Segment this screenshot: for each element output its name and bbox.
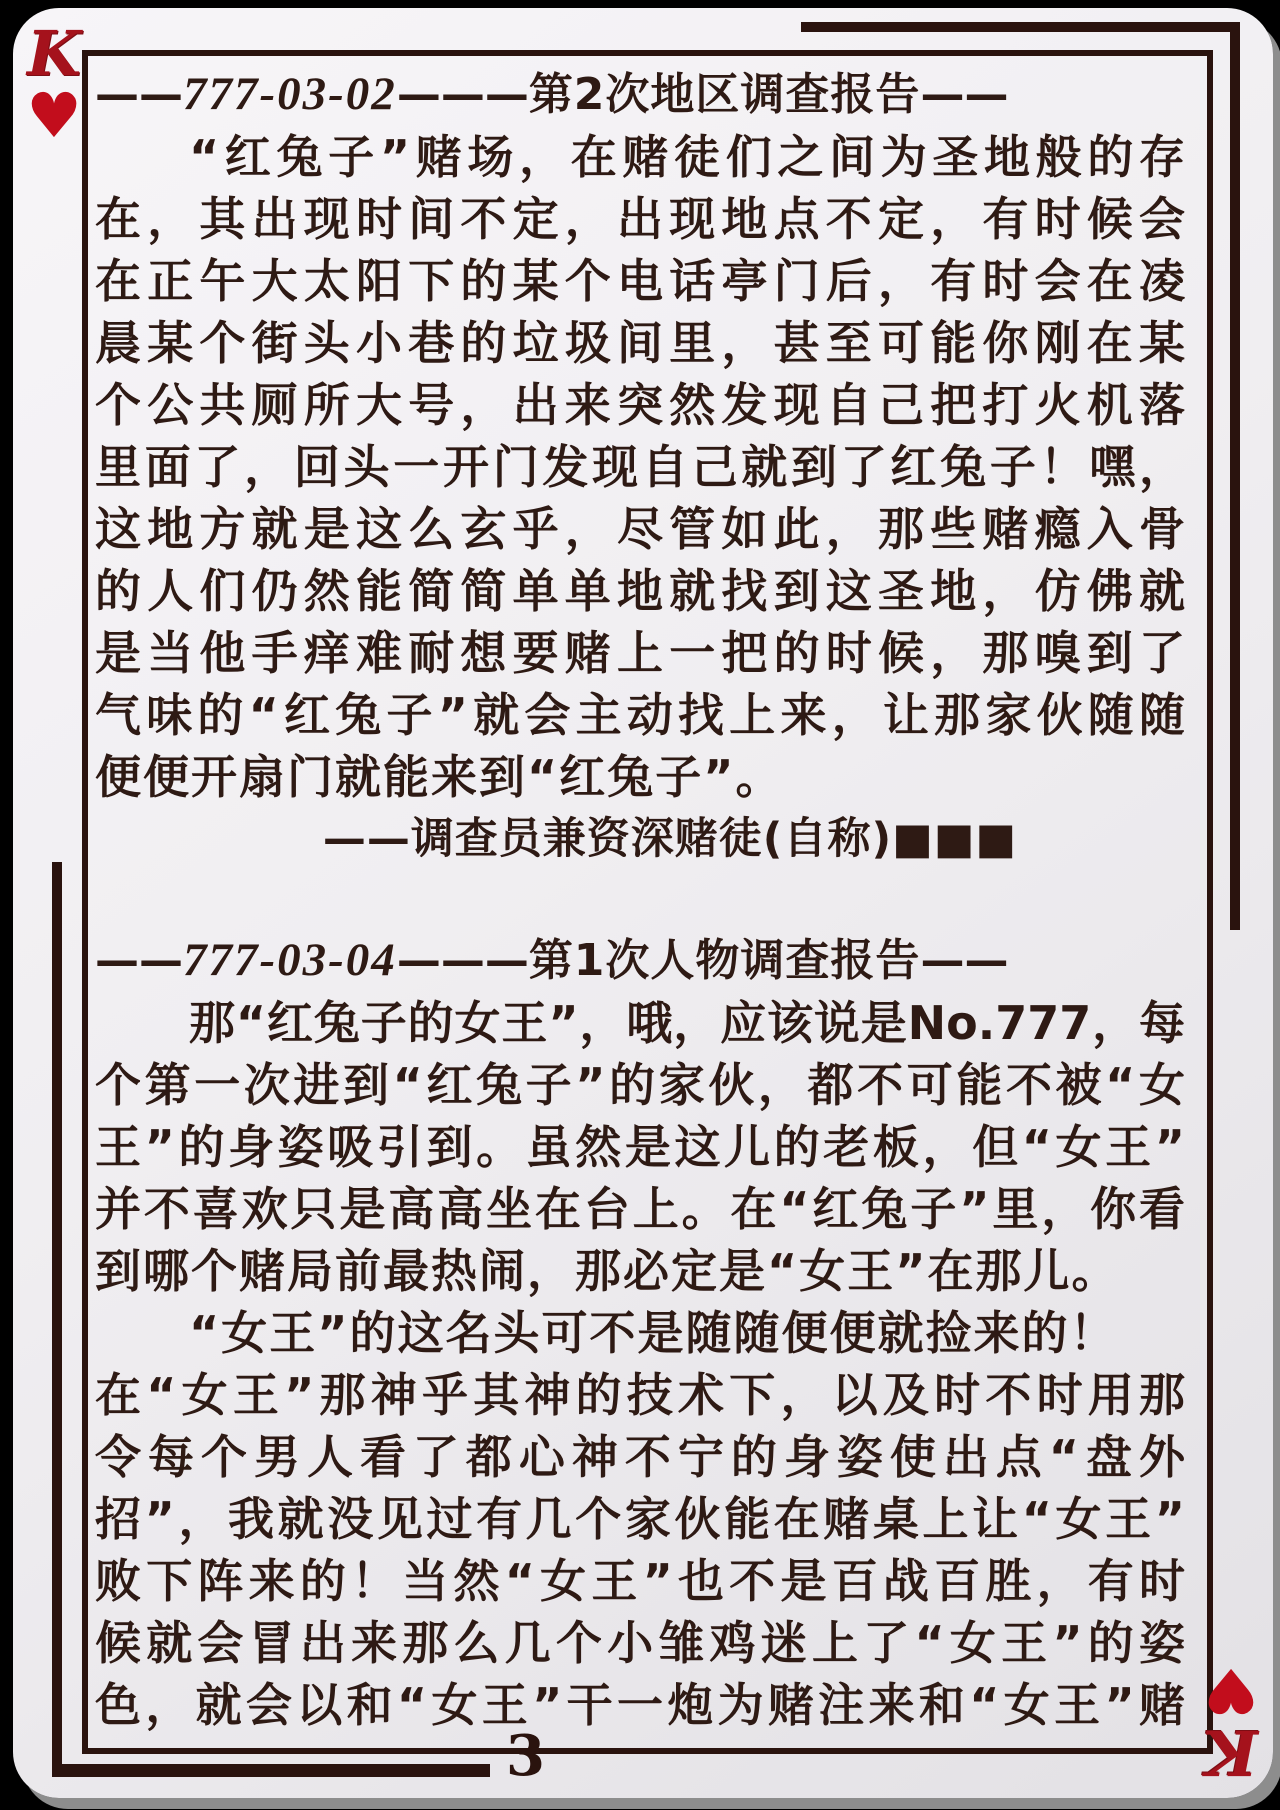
report-line: 王”的身姿吸引到。虽然是这儿的老板，但“女王” — [95, 1120, 1185, 1174]
card-rank-letter: K — [1204, 1716, 1258, 1789]
report-title: 第1次人物调查报告 — [528, 935, 921, 986]
report-line: 招”，我就没见过有几个家伙能在赌桌上让“女王” — [95, 1492, 1185, 1546]
header-dash: —— — [920, 935, 1009, 986]
report-attribution: ——调查员兼资深赌徒(自称)■■■ — [322, 814, 1017, 864]
heart-suit-icon: ♥ — [26, 79, 82, 152]
report-line: 这地方就是这么玄乎，尽管如此，那些赌瘾入骨 — [95, 502, 1185, 556]
header-dash: —— — [920, 69, 1009, 120]
decorative-line-right — [1230, 22, 1240, 930]
decorative-line-left — [52, 862, 62, 1774]
report-line: 的人们仍然能简简单单地就找到这圣地，仿佛就 — [95, 564, 1185, 618]
report-code: 777-03-02 — [183, 68, 397, 120]
header-dash: —— — [95, 69, 183, 120]
report-line: 在“女王”那神乎其神的技术下，以及时不时用那 — [95, 1368, 1185, 1422]
report-line: 个公共厕所大号，出来突然发现自己把打火机落 — [95, 378, 1185, 432]
page-content — [95, 62, 1185, 1742]
report-line: 里面了，回头一开门发现自己就到了红兔子！嘿， — [95, 440, 1185, 494]
heart-suit-icon: ♥ — [1203, 1654, 1259, 1727]
report-line: 晨某个街头小巷的垃圾间里，甚至可能你刚在某 — [95, 316, 1185, 370]
report-line: 色，就会以和“女王”干一炮为赌注来和“女王”赌 — [95, 1678, 1185, 1732]
report-line: 便便开扇门就能来到“红兔子”。 — [95, 750, 784, 804]
report-line: 是当他手痒难耐想要赌上一把的时候，那嗅到了 — [95, 626, 1185, 680]
card-corner-top-left — [22, 17, 86, 152]
report-line: “女王”的这名头可不是随随便便就捡来的！ — [189, 1306, 1118, 1360]
card-rank-letter: K — [27, 17, 81, 90]
report-code: 777-03-04 — [183, 934, 397, 986]
report-line: “红兔子”赌场，在赌徒们之间为圣地般的存 — [189, 130, 1185, 184]
header-dash: ——— — [396, 935, 529, 986]
report-title: 第2次地区调查报告 — [528, 69, 921, 120]
card-corner-bottom-right — [1199, 1654, 1263, 1789]
report-line: 到哪个赌局前最热闹，那必定是“女王”在那儿。 — [95, 1244, 1120, 1298]
page-number: 3 — [506, 1723, 545, 1789]
decorative-line-top — [801, 22, 1240, 32]
playing-card-page — [13, 8, 1273, 1798]
report-line: 令每个男人看了都心神不宁的身姿使出点“盘外 — [95, 1430, 1185, 1484]
decorative-line-bottom — [52, 1764, 490, 1777]
report-line: 那“红兔子的女王”，哦，应该说是No.777，每 — [189, 996, 1185, 1050]
header-dash: ——— — [396, 69, 529, 120]
header-dash: —— — [95, 935, 183, 986]
report-line: 个第一次进到“红兔子”的家伙，都不可能不被“女 — [95, 1058, 1185, 1112]
report-line: 在，其出现时间不定，出现地点不定，有时候会 — [95, 192, 1185, 246]
report-line: 候就会冒出来那么几个小雏鸡迷上了“女王”的姿 — [95, 1616, 1185, 1670]
report-line: 败下阵来的！当然“女王”也不是百战百胜，有时 — [95, 1554, 1185, 1608]
report-header-2 — [95, 928, 1185, 992]
report-line: 在正午大太阳下的某个电话亭门后，有时会在凌 — [95, 254, 1185, 308]
report-line: 并不喜欢只是高高坐在台上。在“红兔子”里，你看 — [95, 1182, 1185, 1236]
report-line: 气味的“红兔子”就会主动找上来，让那家伙随随 — [95, 688, 1185, 742]
report-header-1 — [95, 62, 1185, 126]
